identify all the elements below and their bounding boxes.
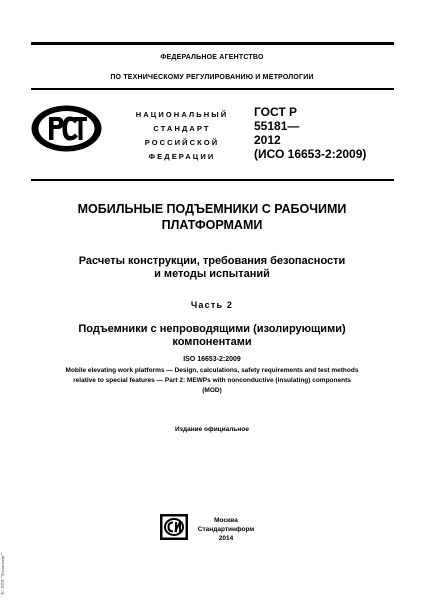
agency-line-2: ПО ТЕХНИЧЕСКОМУ РЕГУЛИРОВАНИЮ И МЕТРОЛОГИИ xyxy=(110,74,314,81)
rst-logo xyxy=(30,104,103,153)
side-stamp: ЗС НТИ "Техэксперт" xyxy=(0,553,5,595)
part-title-line-2: компонентами xyxy=(172,336,252,348)
national-standard-line-3: РОССИЙСКОЙ xyxy=(144,138,220,147)
subtitle-line-2: и методы испытаний xyxy=(154,268,270,280)
gost-number xyxy=(254,105,366,161)
standartinform-emblem-icon xyxy=(160,514,188,540)
english-title xyxy=(0,366,424,396)
english-title-line-2: relative to special features — Part 2: MEWPs with nonconductive (insulating) components xyxy=(73,377,351,384)
english-title-line-1: Mobile elevating work platforms — Design, calculations, safety requirements and test methods xyxy=(65,367,359,374)
publisher-year: 2014 xyxy=(218,535,234,542)
iso-reference: ISO 16653-2:2009 xyxy=(183,356,241,363)
agency-line-1: ФЕДЕРАЛЬНОЕ АГЕНТСТВО xyxy=(160,54,264,61)
top-rule xyxy=(31,42,394,45)
national-standard-line-4: ФЕДЕРАЦИИ xyxy=(148,152,216,161)
document-title xyxy=(0,201,424,233)
publisher-name: Стандартинформ xyxy=(197,526,255,533)
national-standard-line-2: СТАНДАРТ xyxy=(153,124,211,133)
part-title xyxy=(0,323,424,349)
english-title-line-3: (MOD) xyxy=(202,387,222,394)
gost-line-3: 2012 xyxy=(254,133,281,147)
gost-line-1: ГОСТ Р xyxy=(254,105,298,119)
subtitle-line-1: Расчеты конструкции, требования безопасности xyxy=(78,255,346,267)
title-line-2: ПЛАТФОРМАМИ xyxy=(161,218,263,232)
publisher-logo xyxy=(160,514,188,540)
part-title-line-1: Подъемники с непроводящими (изолирующими) xyxy=(78,323,346,335)
header-rule xyxy=(31,88,394,90)
title-rule xyxy=(31,179,394,181)
official-edition: Издание официальное xyxy=(175,426,249,433)
gost-line-2: 55181— xyxy=(254,119,300,133)
document-subtitle xyxy=(0,255,424,281)
title-line-1: МОБИЛЬНЫЕ ПОДЪЕМНИКИ С РАБОЧИМИ xyxy=(77,202,347,216)
national-standard-line-1: НАЦИОНАЛЬНЫЙ xyxy=(135,110,229,119)
gost-line-4: (ИСО 16653-2:2009) xyxy=(254,147,367,161)
publisher-city: Москва xyxy=(214,517,238,524)
rst-emblem-icon xyxy=(30,104,103,153)
part-number: Часть 2 xyxy=(190,300,234,310)
publisher-info xyxy=(196,516,256,543)
